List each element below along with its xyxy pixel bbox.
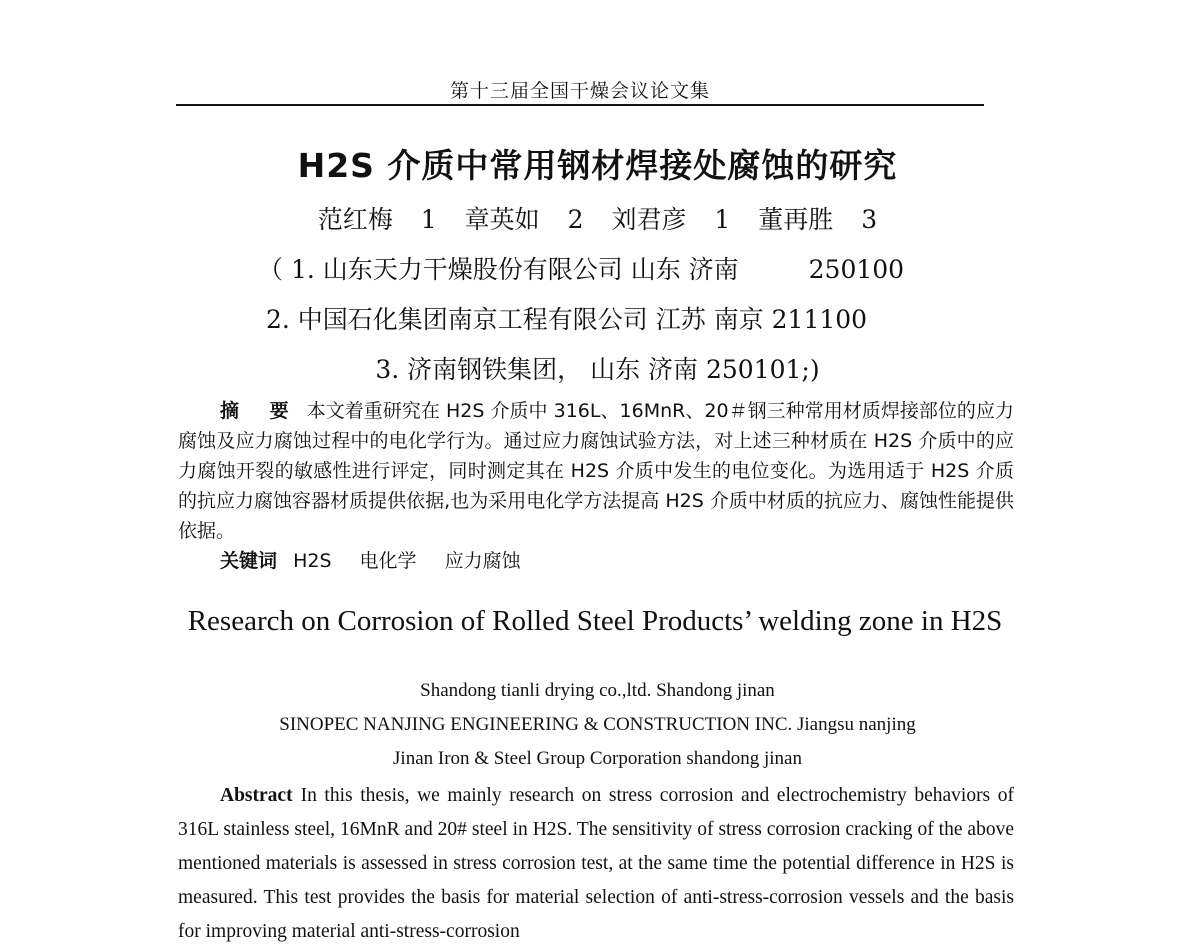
english-title: Research on Corrosion of Rolled Steel Products’ welding zone in H2S: [187, 605, 1003, 637]
affiliation-2: 2. 中国石化集团南京工程有限公司 江苏 南京 211100: [266, 305, 868, 334]
keyword: H2S: [293, 550, 332, 572]
abstract-en-label: Abstract: [220, 785, 293, 806]
affiliation-3: 3. 济南钢铁集团， 山东 济南 250101;): [375, 355, 820, 384]
abstract-en-text: In this thesis, we mainly research on stress corrosion and electrochemistry behaviors of 316L stainless steel, 16MnR and 20# steel in H2S. The sensitivity of stress corrosion cracking of the above mentioned materials is assessed in stress corrosion test, at the same time the potential difference in H2S is measured. This test provides the basis for material selection of anti-stress-corrosion vessels and the basis for improving material anti-stress-corrosion: [178, 785, 1014, 942]
english-affiliation-2: SINOPEC NANJING ENGINEERING & CONSTRUCTION INC. Jiangsu nanjing: [279, 714, 916, 735]
keyword: 电化学: [359, 550, 417, 572]
keyword: 应力腐蚀: [444, 550, 521, 572]
affiliation-1-postcode: 250100: [808, 255, 905, 284]
abstract-en: [178, 779, 1014, 949]
running-head: 第十三届全国干燥会议论文集: [449, 80, 710, 102]
abstract-cn: [178, 396, 1014, 546]
affiliation-1: [258, 250, 904, 286]
keywords: [220, 546, 543, 573]
keywords-label: 关键词: [220, 550, 278, 572]
author-list: 范红梅 1 章英如 2 刘君彦 1 董再胜 3: [317, 205, 878, 234]
abstract-cn-label: 摘 要: [220, 400, 301, 422]
paper-title: H2S 介质中常用钢材焊接处腐蚀的研究: [297, 146, 898, 185]
english-affiliation-3: Jinan Iron & Steel Group Corporation shandong jinan: [393, 748, 802, 769]
english-affiliation-1: Shandong tianli drying co.,ltd. Shandong jinan: [420, 680, 775, 701]
header-rule: [176, 104, 984, 106]
affiliation-1-text: （ 1. 山东天力干燥股份有限公司 山东 济南: [258, 255, 739, 284]
abstract-cn-text: 本文着重研究在 H2S 介质中 316L、16MnR、20＃钢三种常用材质焊接部位的应力腐蚀及应力腐蚀过程中的电化学行为。通过应力腐蚀试验方法，对上述三种材质在 H2S 介质中的应力腐蚀开裂的敏感性进行评定，同时测定其在 H2S 介质中发生的电位变化。为选用适于 H2S 介质的抗应力腐蚀容器材质提供依据,也为采用电化学方法提高 H2S 介质中材质的抗应力、腐蚀性能提供依据。: [178, 400, 1014, 542]
